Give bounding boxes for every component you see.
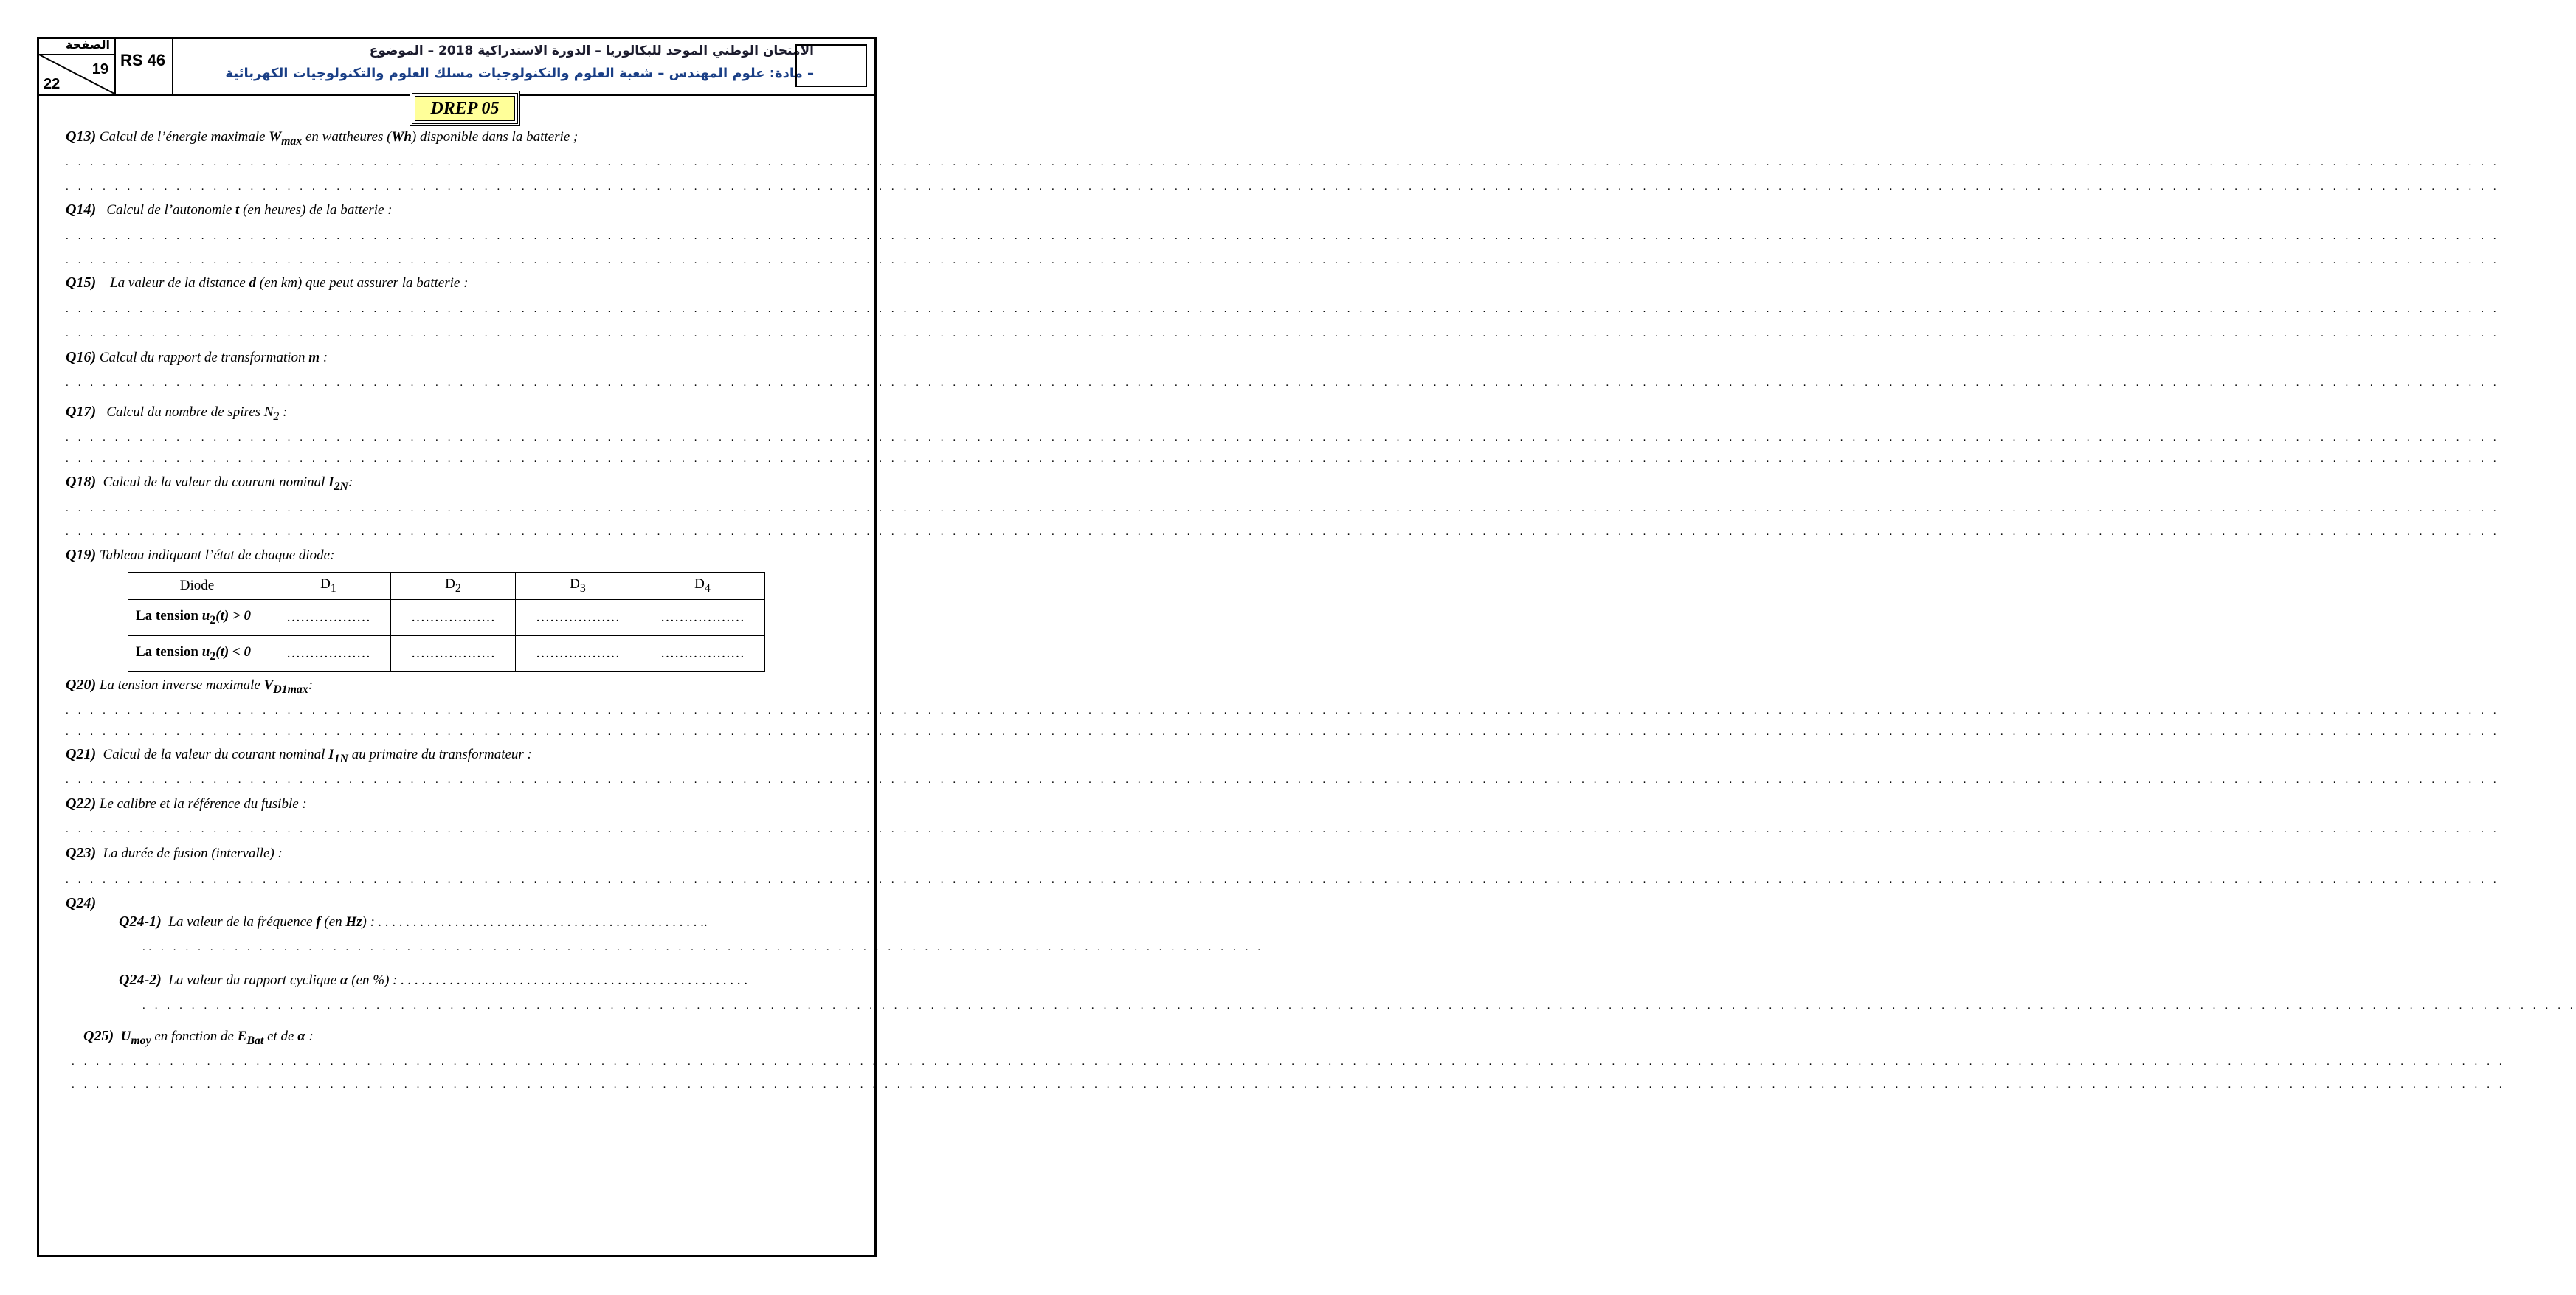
question-q24: Q24) [66, 895, 97, 911]
diode-state-table [128, 572, 765, 672]
answer-line[interactable]: . . . . . . . . . . . . . . . . . . . . . . . . . . . . . . . . . . . . . . . . . . . . . . . . . . . . . . . . . . . . . . . . . . . . . . . . . . . . . . . . . . . . . . . . . . . . . . . . . . . . . . . . . . . . . . . . . . . . . . . . . . . . . . . . . . . . . . . . . . . . . . . . . . . . . . . . . . . . . . . . . . . . . . . . . . . . . . . . . . . . . . . . . . . . . . . . . . . . . . [66, 181, 2500, 193]
page-label: الصفحة [65, 38, 110, 52]
exam-title-line2: – مادة: علوم المهندس – شعبة العلوم والتكنولوجيات مسلك العلوم والتكنولوجيات الكهربائية [225, 66, 814, 81]
answer-line[interactable]: .. . . . . . . . . . . . . . . . . . . . . . . . . . . . . . . . . . . . . . . . . . . . . . . . . . . . . . . . . . . . . . . . . . . . . . . . . . . . . . . . . . . . . . . . . . . [142, 942, 1264, 953]
row-label: La tension $u_2(t) > 0$ [128, 600, 266, 636]
answer-line[interactable]: . . . . . . . . . . . . . . . . . . . . . . . . . . . . . . . . . . . . . . . . . . . . . . . . . . . . . . . . . . . . . . . . . . . . . . . . . . . . . . . . . . . . . . . . . . . . . . . . . . . . . . . . . . . . . . . . . . . . . . . . . . . . . . . . . . . . . . . . . . . . . . . . . . . . . . . . . . . . . . . . . . . . . . . . . . . . . . . . . . . . . . . . . . . . . . . . . . . . . . [66, 156, 2500, 168]
question-q13: Q13) Calcul de l’énergie maximale $W_{max}$ en wattheures (Wh) disponible dans la batterie ; [66, 128, 579, 148]
answer-line[interactable]: . . . . . . . . . . . . . . . . . . . . . . . . . . . . . . . . . . . . . . . . . . . . . . . . . . . . . . . . . . . . . . . . . . . . . . . . . . . . . . . . . . . . . . . . . . . . . . . . . . . . . . . . . . . . . . . . . . . . . . . . . . . . . . . . . . . . . . . . . . . . . . . . . . . . . . . . . . . . . . . . . . . . . . . . . . . . . . . . . . . . . . . . . . . . . . . . . . . . . . [66, 303, 2500, 315]
page-number-box [39, 39, 116, 94]
answer-cell[interactable]: ……………… [266, 636, 391, 672]
answer-line[interactable]: . . . . . . . . . . . . . . . . . . . . . . . . . . . . . . . . . . . . . . . . . . . . . . . . . . . . . . . . . . . . . . . . . . . . . . . . . . . . . . . . . . . . . . . . . . . . . . . . . . . . . . . . . . . . . . . . . . . . . . . . . . . . . . . . . . . . . . . . . . . . . . . . . . . . . . . . . . . . . . . . . . . . . . . . . . . . . . . . . . . . . . . . . . . . . . . . . . . . . . [66, 255, 2500, 266]
answer-cell[interactable]: ……………… [391, 636, 516, 672]
question-q23: Q23) La durée de fusion (intervalle) : [66, 845, 283, 861]
answer-line[interactable]: . . . . . . . . . . . . . . . . . . . . . . . . . . . . . . . . . . . . . . . . . . . . . . . . . . . . . . . . . . . . . . . . . . . . . . . . . . . . . . . . . . . . . . . . . . . . . . . . . . . . . . . . . . . . . . . . . . . . . . . . . . . . . . . . . . . . . . . . . . . . . . . . . . . . . . . . . . . . . . . . . . . . . . . . . . . . . . . . . . . . . . . . . . . . . . . . . . . . . . [66, 526, 2500, 538]
question-q17: Q17) Calcul du nombre de spires $N_2$ : [66, 404, 288, 423]
answer-line[interactable]: . . . . . . . . . . . . . . . . . . . . . . . . . . . . . . . . . . . . . . . . . . . . . . . . . . . . . . . . . . . . . . . . . . . . . . . . . . . . . . . . . . . . . . . . . . . . . . . . . . . . . . . . . . . . . . . . . . . . . . . . . . . . . . . . . . . . . . . . . . . . . . . . . . . . . . . . . . . . . . . . . . . . . . . . . . . . . . . . . . . . . . . . . . . . . . . . . . . . . . [66, 377, 2500, 389]
table-header-cell: $D_2$ [391, 573, 516, 600]
answer-line[interactable]: . . . . . . . . . . . . . . . . . . . . . . . . . . . . . . . . . . . . . . . . . . . . . . . . . . . . . . . . . . . . . . . . . . . . . . . . . . . . . . . . . . . . . . . . . . . . . . . . . . . . . . . . . . . . . . . . . . . . . . . . . . . . . . . . . . . . . . . . . . . . . . . . . . . . . . . . . . . . . . . . . . . . . . . . . . . . . . . . . . . . . . . . . . . . . . . . . . . . . . [142, 1000, 2576, 1012]
answer-line[interactable]: . . . . . . . . . . . . . . . . . . . . . . . . . . . . . . . . . . . . . . . . . . . . . . . . . . . . . . . . . . . . . . . . . . . . . . . . . . . . . . . . . . . . . . . . . . . . . . . . . . . . . . . . . . . . . . . . . . . . . . . . . . . . . . . . . . . . . . . . . . . . . . . . . . . . . . . . . . . . . . . . . . . . . . . . . . . . . . . . . . . . . . . . . . . . . . . . . . . . . . [72, 1056, 2506, 1068]
empty-box [795, 44, 867, 87]
page-total: 22 [44, 76, 61, 92]
answer-cell[interactable]: ……………… [640, 600, 765, 636]
question-q14: Q14) Calcul de l’autonomie t (en heures) de la batterie : [66, 201, 393, 218]
answer-cell[interactable]: ……………… [266, 600, 391, 636]
answer-line[interactable]: . . . . . . . . . . . . . . . . . . . . . . . . . . . . . . . . . . . . . . . . . . . . . . . . . . . . . . . . . . . . . . . . . . . . . . . . . . . . . . . . . . . . . . . . . . . . . . . . . . . . . . . . . . . . . . . . . . . . . . . . . . . . . . . . . . . . . . . . . . . . . . . . . . . . . . . . . . . . . . . . . . . . . . . . . . . . . . . . . . . . . . . . . . . . . . . . . . . . . . [66, 874, 2500, 885]
question-q21: Q21) Calcul de la valeur du courant nominal $I_{1N}$ au primaire du transformateur : [66, 746, 532, 765]
answer-cell[interactable]: ……………… [391, 600, 516, 636]
question-q16: Q16) Calcul du rapport de transformation m : [66, 349, 328, 365]
answer-line[interactable]: . . . . . . . . . . . . . . . . . . . . . . . . . . . . . . . . . . . . . . . . . . . . . . . . . . . . . . . . . . . . . . . . . . . . . . . . . . . . . . . . . . . . . . . . . . . . . . . . . . . . . . . . . . . . . . . . . . . . . . . . . . . . . . . . . . . . . . . . . . . . . . . . . . . . . . . . . . . . . . . . . . . . . . . . . . . . . . . . . . . . . . . . . . . . . . . . . . . . . . [66, 453, 2500, 465]
answer-cell[interactable]: ……………… [516, 600, 640, 636]
exam-title-line1: الامتحان الوطني الموحد للبكالوريا – الدورة الاستدراكية 2018 – الموضوع [369, 44, 814, 58]
question-q20: Q20) La tension inverse maximale $V_{D1max}$: [66, 677, 314, 696]
page-frame [37, 37, 2576, 1257]
document-title-box [410, 91, 520, 126]
answer-cell[interactable]: ……………… [640, 636, 765, 672]
question-q25: Q25) $U_{moy}$ en fonction de $E_{Bat}$ et de α : [83, 1028, 314, 1047]
answer-line[interactable]: . . . . . . . . . . . . . . . . . . . . . . . . . . . . . . . . . . . . . . . . . . . . . . . . . . . . . . . . . . . . . . . . . . . . . . . . . . . . . . . . . . . . . . . . . . . . . . . . . . . . . . . . . . . . . . . . . . . . . . . . . . . . . . . . . . . . . . . . . . . . . . . . . . . . . . . . . . . . . . . . . . . . . . . . . . . . . . . . . . . . . . . . . . . . . . . . . . . . . . [66, 432, 2500, 443]
answer-line[interactable]: . . . . . . . . . . . . . . . . . . . . . . . . . . . . . . . . . . . . . . . . . . . . . . . . . . . . . . . . . . . . . . . . . . . . . . . . . . . . . . . . . . . . . . . . . . . . . . . . . . . . . . . . . . . . . . . . . . . . . . . . . . . . . . . . . . . . . . . . . . . . . . . . . . . . . . . . . . . . . . . . . . . . . . . . . . . . . . . . . . . . . . . . . . . . . . . . . . . . . . [66, 823, 2500, 835]
exam-header [39, 39, 874, 96]
page-number: 19 [91, 61, 108, 77]
answer-line[interactable]: . . . . . . . . . . . . . . . . . . . . . . . . . . . . . . . . . . . . . . . . . . . . . . . . . . . . . . . . . . . . . . . . . . . . . . . . . . . . . . . . . . . . . . . . . . . . . . . . . . . . . . . . . . . . . . . . . . . . . . . . . . . . . . . . . . . . . . . . . . . . . . . . . . . . . . . . . . . . . . . . . . . . . . . . . . . . . . . . . . . . . . . . . . . . . . . . . . . . . . [66, 774, 2500, 786]
question-q18: Q18) Calcul de la valeur du courant nominal $I_{2N}$: [66, 474, 353, 493]
question-q24-2: Q24-2) La valeur du rapport cyclique α (en %) : . . . . . . . . . . . . . . . . . . . . . . . . . . . . . . . . . . . . . . . . . . . . . . . . . . [119, 972, 748, 988]
table-row [128, 600, 765, 636]
answer-line[interactable]: . . . . . . . . . . . . . . . . . . . . . . . . . . . . . . . . . . . . . . . . . . . . . . . . . . . . . . . . . . . . . . . . . . . . . . . . . . . . . . . . . . . . . . . . . . . . . . . . . . . . . . . . . . . . . . . . . . . . . . . . . . . . . . . . . . . . . . . . . . . . . . . . . . . . . . . . . . . . . . . . . . . . . . . . . . . . . . . . . . . . . . . . . . . . . . . . . . . . . . [66, 503, 2500, 514]
table-row [128, 636, 765, 672]
answer-line[interactable]: . . . . . . . . . . . . . . . . . . . . . . . . . . . . . . . . . . . . . . . . . . . . . . . . . . . . . . . . . . . . . . . . . . . . . . . . . . . . . . . . . . . . . . . . . . . . . . . . . . . . . . . . . . . . . . . . . . . . . . . . . . . . . . . . . . . . . . . . . . . . . . . . . . . . . . . . . . . . . . . . . . . . . . . . . . . . . . . . . . . . . . . . . . . . . . . . . . . . . . [72, 1079, 2506, 1091]
question-q24-1: Q24-1) La valeur de la fréquence f (en Hz) : . . . . . . . . . . . . . . . . . . . . . . . . . . . . . . . . . . . . . . . . . . . . . . .. [119, 914, 708, 930]
document-title: DREP 05 [415, 96, 515, 121]
answer-line[interactable]: . . . . . . . . . . . . . . . . . . . . . . . . . . . . . . . . . . . . . . . . . . . . . . . . . . . . . . . . . . . . . . . . . . . . . . . . . . . . . . . . . . . . . . . . . . . . . . . . . . . . . . . . . . . . . . . . . . . . . . . . . . . . . . . . . . . . . . . . . . . . . . . . . . . . . . . . . . . . . . . . . . . . . . . . . . . . . . . . . . . . . . . . . . . . . . . . . . . . . . [66, 328, 2500, 339]
exam-code: RS 46 [116, 39, 173, 94]
table-header-cell: $D_1$ [266, 573, 391, 600]
table-header-cell: $D_3$ [516, 573, 640, 600]
row-label: La tension $u_2(t) < 0$ [128, 636, 266, 672]
answer-line[interactable]: . . . . . . . . . . . . . . . . . . . . . . . . . . . . . . . . . . . . . . . . . . . . . . . . . . . . . . . . . . . . . . . . . . . . . . . . . . . . . . . . . . . . . . . . . . . . . . . . . . . . . . . . . . . . . . . . . . . . . . . . . . . . . . . . . . . . . . . . . . . . . . . . . . . . . . . . . . . . . . . . . . . . . . . . . . . . . . . . . . . . . . . . . . . . . . . . . . . . . . [66, 726, 2500, 738]
answer-line[interactable]: . . . . . . . . . . . . . . . . . . . . . . . . . . . . . . . . . . . . . . . . . . . . . . . . . . . . . . . . . . . . . . . . . . . . . . . . . . . . . . . . . . . . . . . . . . . . . . . . . . . . . . . . . . . . . . . . . . . . . . . . . . . . . . . . . . . . . . . . . . . . . . . . . . . . . . . . . . . . . . . . . . . . . . . . . . . . . . . . . . . . . . . . . . . . . . . . . . . . . . [66, 705, 2500, 716]
question-q22: Q22) Le calibre et la référence du fusible : [66, 795, 307, 812]
answer-cell[interactable]: ……………… [516, 636, 640, 672]
answer-line[interactable]: . . . . . . . . . . . . . . . . . . . . . . . . . . . . . . . . . . . . . . . . . . . . . . . . . . . . . . . . . . . . . . . . . . . . . . . . . . . . . . . . . . . . . . . . . . . . . . . . . . . . . . . . . . . . . . . . . . . . . . . . . . . . . . . . . . . . . . . . . . . . . . . . . . . . . . . . . . . . . . . . . . . . . . . . . . . . . . . . . . . . . . . . . . . . . . . . . . . . . . [66, 230, 2500, 242]
question-q15: Q15) La valeur de la distance d (en km) que peut assurer la batterie : [66, 274, 469, 291]
exam-title [179, 39, 814, 94]
table-header-cell: Diode [128, 573, 266, 600]
table-header-cell: $D_4$ [640, 573, 765, 600]
table-header-row [128, 573, 765, 600]
question-q19: Q19) Tableau indiquant l’état de chaque diode: [66, 547, 335, 563]
